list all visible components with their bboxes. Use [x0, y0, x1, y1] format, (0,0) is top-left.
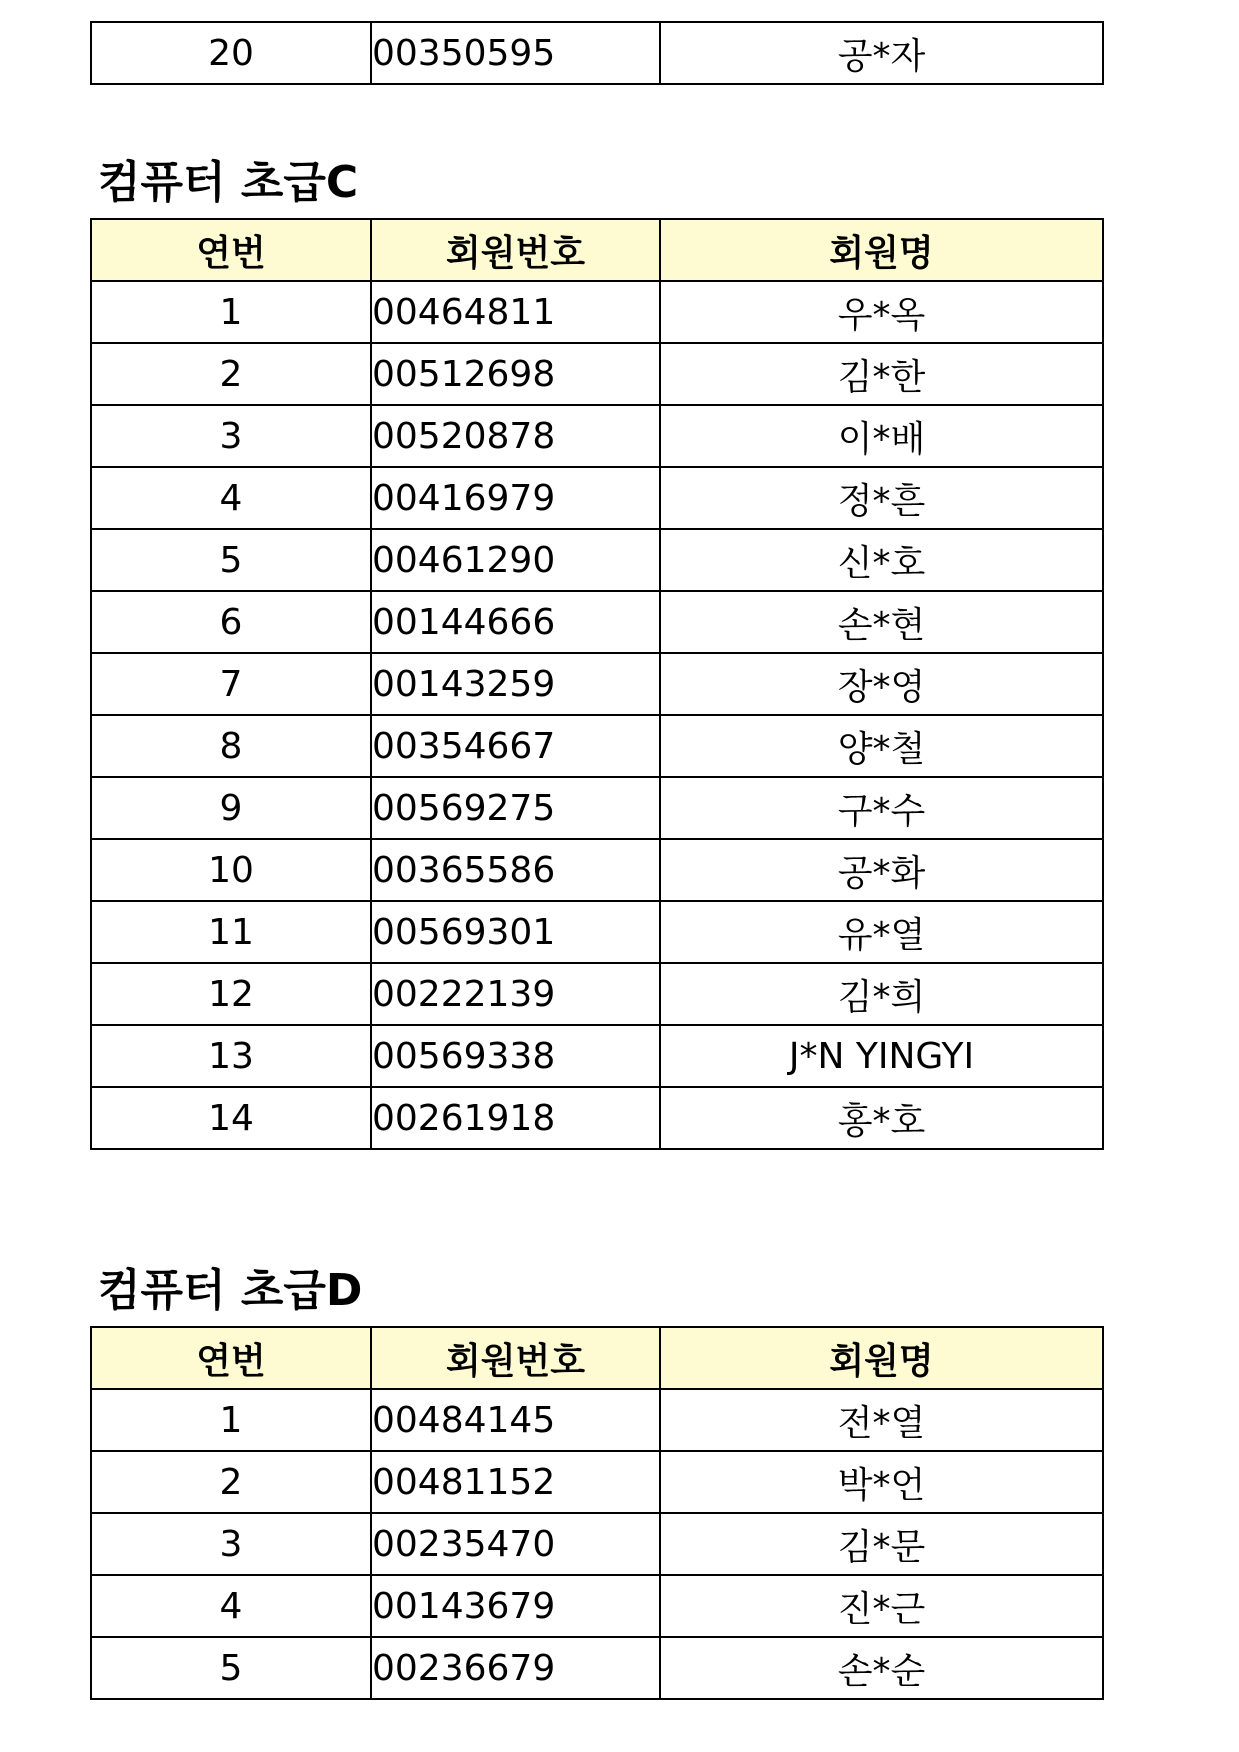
member-id: 00569301 [371, 901, 660, 963]
row-number: 9 [91, 777, 371, 839]
row-number: 8 [91, 715, 371, 777]
member-id: 00416979 [371, 467, 660, 529]
member-name: 신*호 [660, 529, 1103, 591]
table-row [91, 653, 1103, 715]
member-id: 00520878 [371, 405, 660, 467]
table-row [91, 281, 1103, 343]
table-row [91, 901, 1103, 963]
row-number: 10 [91, 839, 371, 901]
row-number: 1 [91, 1389, 371, 1451]
row-number: 5 [91, 1637, 371, 1699]
member-name: J*N YINGYI [660, 1025, 1103, 1087]
row-number: 11 [91, 901, 371, 963]
row-number: 6 [91, 591, 371, 653]
member-id: 00222139 [371, 963, 660, 1025]
table-row [91, 715, 1103, 777]
member-name: 장*영 [660, 653, 1103, 715]
header-row [91, 219, 1103, 281]
member-name: 공*화 [660, 839, 1103, 901]
header-member-id: 회원번호 [371, 219, 660, 281]
row-number: 20 [91, 22, 371, 84]
row-number: 3 [91, 1513, 371, 1575]
row-number: 4 [91, 1575, 371, 1637]
member-name: 진*근 [660, 1575, 1103, 1637]
member-name: 구*수 [660, 777, 1103, 839]
member-id: 00261918 [371, 1087, 660, 1149]
member-id: 00143259 [371, 653, 660, 715]
member-id: 00481152 [371, 1451, 660, 1513]
table-row [91, 1575, 1103, 1637]
row-number: 14 [91, 1087, 371, 1149]
table-row [91, 467, 1103, 529]
member-name: 김*희 [660, 963, 1103, 1025]
member-id: 00236679 [371, 1637, 660, 1699]
table-row [91, 529, 1103, 591]
table-row [91, 1451, 1103, 1513]
member-id: 00464811 [371, 281, 660, 343]
member-id: 00144666 [371, 591, 660, 653]
member-name: 김*한 [660, 343, 1103, 405]
member-id: 00350595 [371, 22, 660, 84]
table-row [91, 1637, 1103, 1699]
header-member-id: 회원번호 [371, 1327, 660, 1389]
table-row [91, 1025, 1103, 1087]
member-name: 이*배 [660, 405, 1103, 467]
row-number: 1 [91, 281, 371, 343]
table-row [91, 839, 1103, 901]
member-name: 유*열 [660, 901, 1103, 963]
member-id: 00143679 [371, 1575, 660, 1637]
table-row [91, 343, 1103, 405]
member-id: 00365586 [371, 839, 660, 901]
member-name: 손*순 [660, 1637, 1103, 1699]
header-no: 연번 [91, 1327, 371, 1389]
member-name: 박*언 [660, 1451, 1103, 1513]
section-title-d: 컴퓨터 초급D [98, 1265, 363, 1316]
row-number: 5 [91, 529, 371, 591]
member-id: 00569338 [371, 1025, 660, 1087]
table-row [91, 591, 1103, 653]
header-row [91, 1327, 1103, 1389]
table-section-c [90, 218, 1104, 1150]
table-row [91, 1389, 1103, 1451]
row-number: 4 [91, 467, 371, 529]
member-id: 00354667 [371, 715, 660, 777]
row-number: 13 [91, 1025, 371, 1087]
member-id: 00461290 [371, 529, 660, 591]
table-row [91, 1513, 1103, 1575]
table-row [91, 777, 1103, 839]
member-name: 공*자 [660, 22, 1103, 84]
table-row [91, 1087, 1103, 1149]
member-id: 00484145 [371, 1389, 660, 1451]
header-member-name: 회원명 [660, 1327, 1103, 1389]
section-title-c: 컴퓨터 초급C [98, 157, 359, 208]
table-row [91, 405, 1103, 467]
row-number: 2 [91, 343, 371, 405]
member-name: 양*철 [660, 715, 1103, 777]
table-row [91, 22, 1103, 84]
member-name: 정*흔 [660, 467, 1103, 529]
member-name: 손*현 [660, 591, 1103, 653]
member-name: 우*옥 [660, 281, 1103, 343]
table-row [91, 963, 1103, 1025]
header-no: 연번 [91, 219, 371, 281]
member-id: 00235470 [371, 1513, 660, 1575]
row-number: 7 [91, 653, 371, 715]
table-continued [90, 21, 1104, 85]
row-number: 3 [91, 405, 371, 467]
row-number: 2 [91, 1451, 371, 1513]
table-section-d [90, 1326, 1104, 1700]
member-name: 전*열 [660, 1389, 1103, 1451]
member-id: 00512698 [371, 343, 660, 405]
member-id: 00569275 [371, 777, 660, 839]
header-member-name: 회원명 [660, 219, 1103, 281]
row-number: 12 [91, 963, 371, 1025]
member-name: 홍*호 [660, 1087, 1103, 1149]
member-name: 김*문 [660, 1513, 1103, 1575]
